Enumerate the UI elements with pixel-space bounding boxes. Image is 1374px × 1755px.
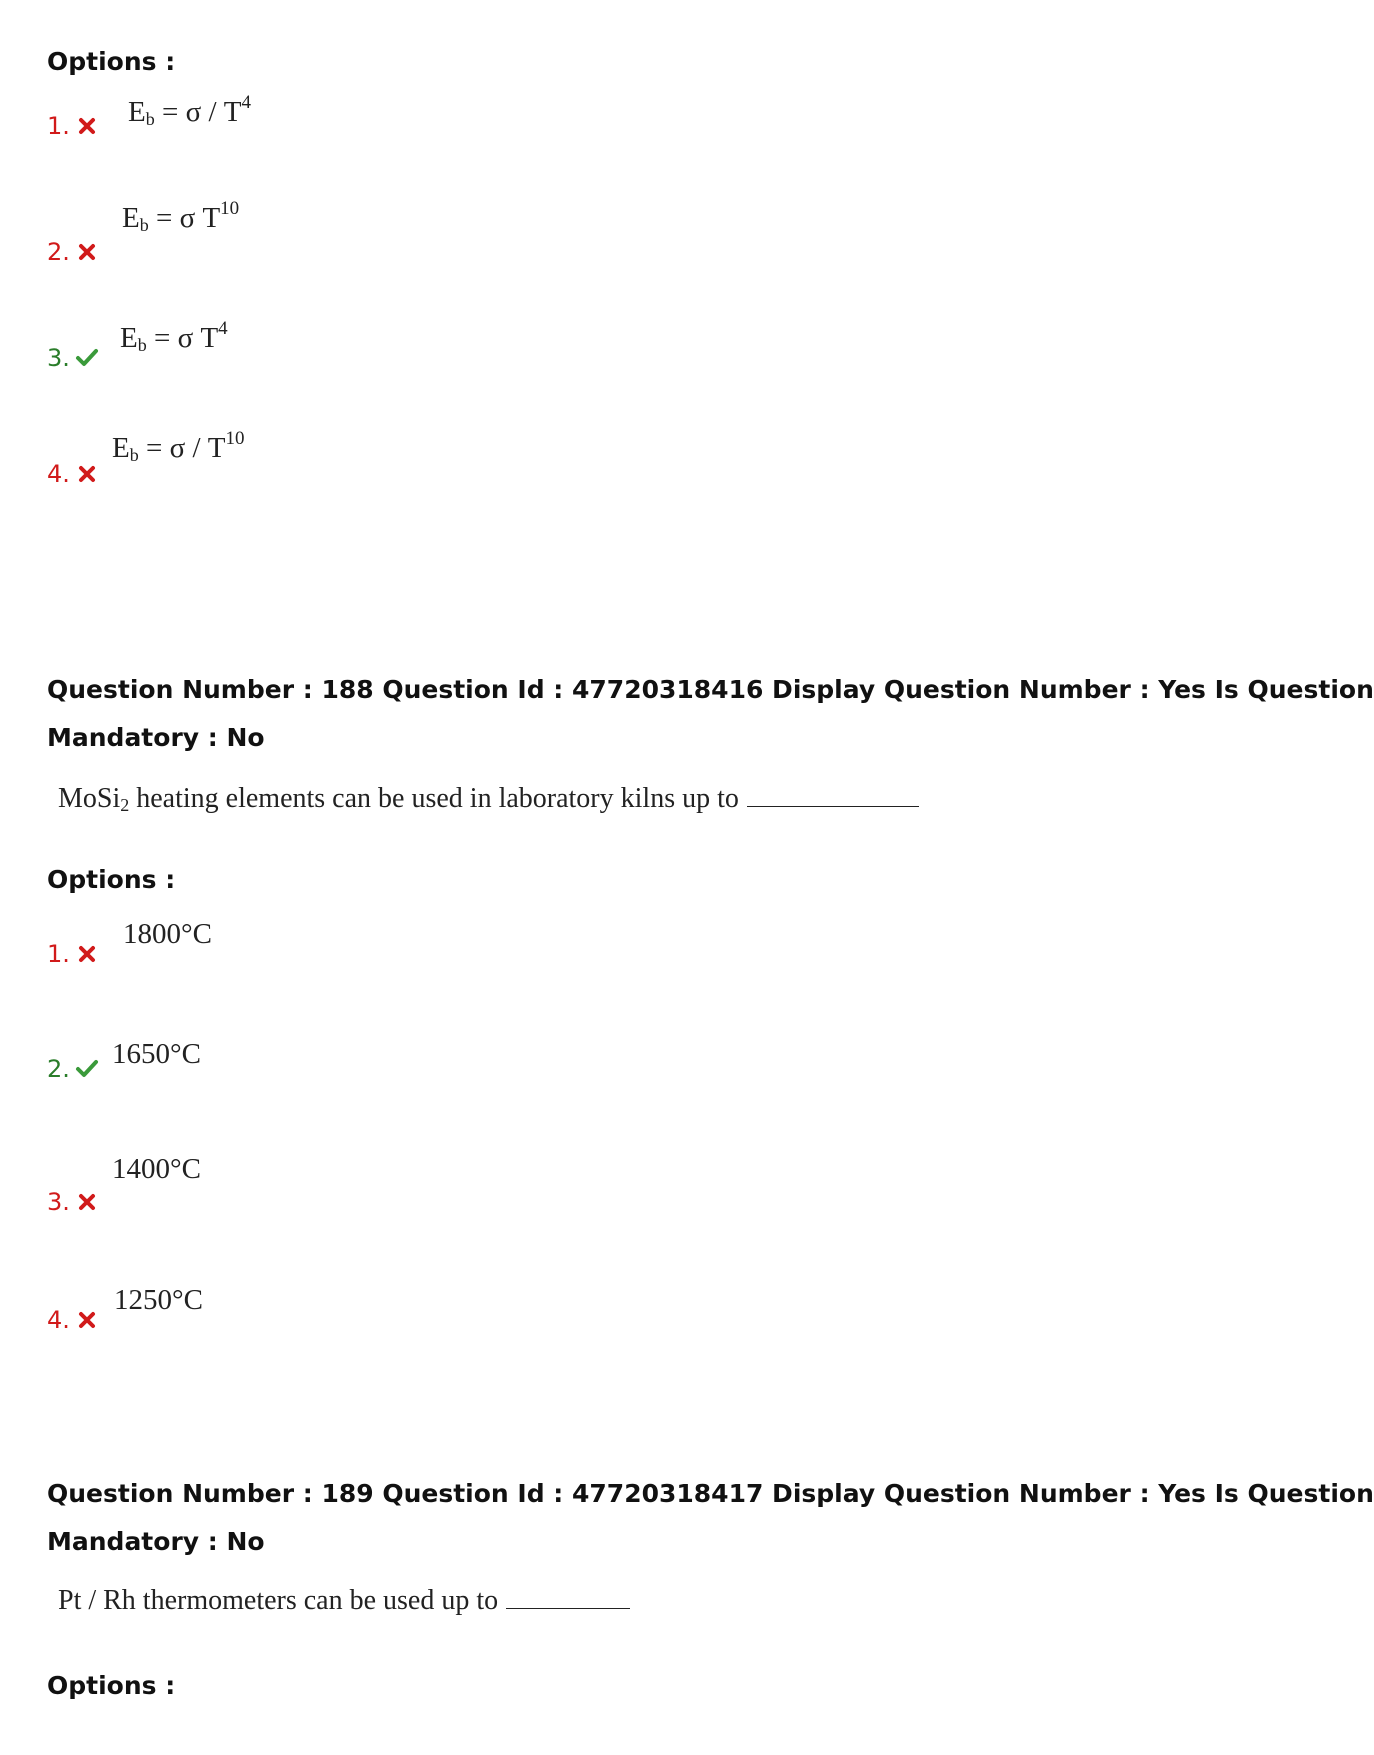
option-value: 1800°C (123, 918, 212, 950)
option-number: 3. (47, 344, 70, 372)
options-label: Options : (47, 1671, 176, 1700)
cross-icon (78, 1193, 96, 1211)
question-header: Question Number : 189 Question Id : 47720318417 Display Question Number : Yes Is Question (47, 1479, 1374, 1508)
option-number: 3. (47, 1188, 70, 1216)
check-icon (76, 1059, 98, 1077)
option-number: 4. (47, 460, 70, 488)
option-value: 1250°C (114, 1284, 203, 1316)
option-formula: $E_b = \sigma / T^{10}$ (112, 428, 245, 465)
cross-icon (78, 945, 96, 963)
cross-icon (78, 117, 96, 135)
question-text: MoSi$_2$ heating elements can be used in laboratory kilns up to (58, 782, 919, 816)
cross-icon (78, 465, 96, 483)
answer-blank (506, 1584, 630, 1609)
options-label: Options : (47, 47, 176, 76)
option-formula: $E_b = \sigma$ $T^{10}$ (122, 198, 240, 235)
option-number: 2. (47, 238, 70, 266)
option-formula: $E_b = \sigma$ $T^4$ (120, 318, 228, 355)
option-number: 1. (47, 940, 70, 968)
answer-blank (747, 782, 919, 807)
question-mandatory: Mandatory : No (47, 723, 265, 752)
question-header: Question Number : 188 Question Id : 47720318416 Display Question Number : Yes Is Question (47, 675, 1374, 704)
option-number: 1. (47, 112, 70, 140)
question-text: Pt / Rh thermometers can be used up to (58, 1584, 630, 1617)
option-value: 1400°C (112, 1153, 201, 1185)
question-mandatory: Mandatory : No (47, 1527, 265, 1556)
check-icon (76, 348, 98, 366)
option-number: 2. (47, 1055, 70, 1083)
cross-icon (78, 1311, 96, 1329)
option-number: 4. (47, 1306, 70, 1334)
option-formula: $E_b = \sigma / T^4$ (128, 92, 251, 129)
option-value: 1650°C (112, 1038, 201, 1070)
cross-icon (78, 243, 96, 261)
options-label: Options : (47, 865, 176, 894)
